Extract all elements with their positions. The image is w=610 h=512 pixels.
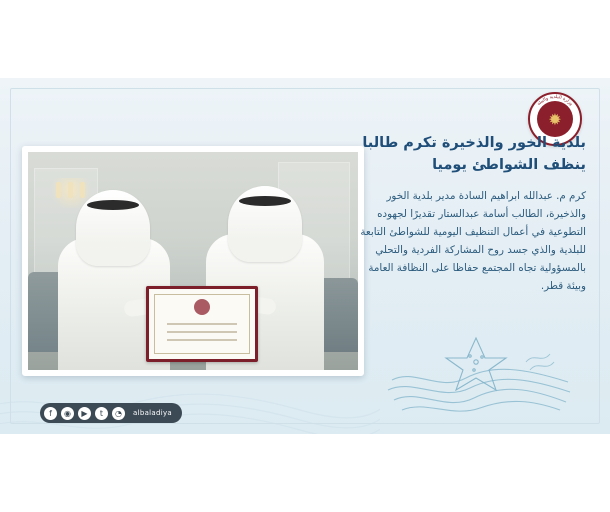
article-text-column [358,132,586,295]
snapchat-icon[interactable]: ◔ [112,407,125,420]
agal-left [87,200,139,210]
starfish-and-waves-decoration [384,324,574,420]
award-ceremony-photo [22,146,364,376]
photo-content [28,152,358,370]
instagram-icon[interactable]: ◉ [61,407,74,420]
article-body: كرم م. عبدالله ابراهيم السادة مدير بلدية الخور والذخيرة، الطالب أسامة عبدالستار تقديرًا لجهوده التطوعية في أعمال التنظيف اليومية للشواطئ التابعة للبلدية والذي جسد روح المشاركة الفردية والتحلي بالمسؤولية تجاه المجتمع حفاظا على النظافة العامة وبيئة قطر. [360,189,586,293]
headline-line-2: ينظف الشواطئ يوميا [432,157,586,174]
youtube-icon[interactable]: ▶ [78,407,91,420]
headline [358,132,586,177]
social-handle-label: albaladiya [133,409,173,417]
twitter-icon[interactable]: t [95,407,108,420]
news-poster [0,78,610,434]
emblem-arc-label: وزارة البلدية والبيئة [536,94,574,107]
agal-right [239,196,291,206]
headline-line-1: بلدية الخور والذخيرة تكرم طالبا [362,135,586,151]
emblem-star-icon: ✹ [548,109,562,129]
certificate-seal-icon [194,299,210,315]
social-handles-bar [40,403,182,423]
facebook-icon[interactable]: f [44,407,57,420]
certificate [146,286,258,362]
